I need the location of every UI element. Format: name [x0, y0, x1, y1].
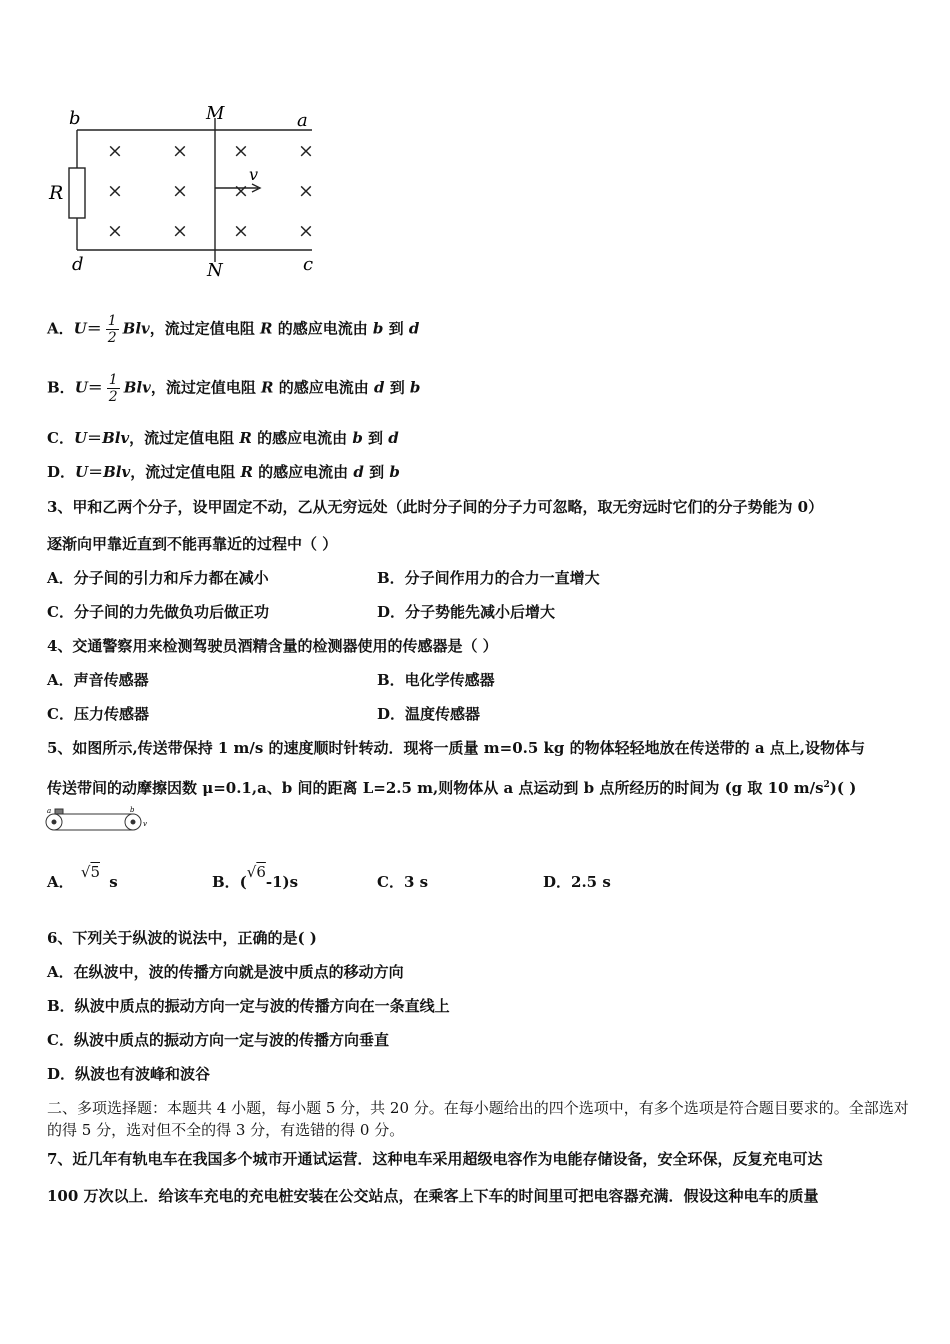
label-M: M	[206, 103, 225, 124]
q4-option-a: A．声音传感器	[47, 671, 149, 689]
belt-label-a: a	[47, 807, 52, 815]
q5-option-d: D．2.5 s	[543, 873, 611, 891]
q4-option-c: C．压力传感器	[47, 705, 149, 723]
field-cross: ×	[298, 140, 314, 162]
field-cross: ×	[233, 220, 249, 242]
q4-option-b: B．电化学传感器	[377, 671, 495, 689]
field-cross: ×	[233, 180, 249, 202]
q4-stem: 4、交通警察用来检测驾驶员酒精含量的检测器使用的传感器是（ ）	[47, 637, 498, 655]
field-cross: ×	[172, 220, 188, 242]
q3-option-d: D．分子势能先减小后增大	[377, 603, 556, 621]
q5-stem-line2: 传送带间的动摩擦因数 μ=0.1,a、b 间的距离 L=2.5 m,则物体从 a 点运动到 b 点所经历的时间为 (g 取 10 $m/s^2$)( )	[47, 779, 857, 797]
q3-option-c: C．分子间的力先做负功后做正功	[47, 603, 269, 621]
q6-option-a: A．在纵波中，波的传播方向就是波中质点的移动方向	[47, 963, 404, 981]
q7-stem-line1: 7、近几年有轨电车在我国多个城市开通试运营．这种电车采用超级电容作为电能存储设备，安全环保，反复充电可达	[47, 1150, 823, 1168]
q3-stem-line2: 逐渐向甲靠近直到不能再靠近的过程中（ ）	[47, 535, 338, 553]
conveyor-belt-figure	[44, 805, 154, 835]
label-c: c	[303, 254, 314, 275]
label-v: v	[249, 165, 259, 184]
q3-stem-line1: 3、甲和乙两个分子，设甲固定不动，乙从无穷远处（此时分子间的分子力可忽略，取无穷远时它们的分子势能为 0）	[47, 498, 824, 516]
field-cross: ×	[233, 140, 249, 162]
q5-stem-line1: 5、如图所示,传送带保持 1 m/s 的速度顺时针转动．现将一质量 m=0.5 kg 的物体轻轻地放在传送带的 a 点上,设物体与	[47, 739, 866, 757]
field-cross: ×	[298, 180, 314, 202]
section-multi-choice-heading: 二、多项选择题：本题共 4 小题，每小题 5 分，共 20 分。在每小题给出的四个选项中，有多个选项是符合题目要求的。全部选对的得 5 分，选对但不全的得 3 分，有选错的得 0 分。	[47, 1099, 909, 1139]
q4-option-d: D．温度传感器	[377, 705, 481, 723]
q5-option-a: A． √5 s	[47, 863, 118, 891]
q6-option-c: C．纵波中质点的振动方向一定与波的传播方向垂直	[47, 1031, 389, 1049]
q6-option-b: B．纵波中质点的振动方向一定与波的传播方向在一条直线上	[47, 997, 450, 1015]
field-cross: ×	[107, 180, 123, 202]
label-N: N	[207, 260, 223, 281]
field-cross: ×	[172, 140, 188, 162]
field-cross: ×	[107, 140, 123, 162]
field-cross: ×	[298, 220, 314, 242]
q6-option-d: D．纵波也有波峰和波谷	[47, 1065, 211, 1083]
q5-option-c: C．3 s	[377, 873, 429, 891]
label-R: R	[49, 182, 64, 204]
label-b: b	[69, 108, 81, 129]
q2-option-d: D．U＝Blv，流过定值电阻 R 的感应电流由 d 到 b	[47, 463, 400, 481]
belt-label-b: b	[130, 806, 135, 814]
q5-option-b: B．(√6-1)s	[212, 863, 299, 891]
q2-option-b: B．U＝ $\frac{1}{2}$ Blv，流过定值电阻 R 的感应电流由 d 到 b	[47, 372, 421, 405]
field-cross: ×	[107, 220, 123, 242]
label-d: d	[72, 254, 84, 275]
circuit-figure	[40, 100, 330, 285]
q3-option-b: B．分子间作用力的合力一直增大	[377, 569, 600, 587]
label-a: a	[297, 110, 308, 131]
q2-option-a: A．U＝ $\frac{1}{2}$ Blv，流过定值电阻 R 的感应电流由 b 到 d	[47, 313, 420, 346]
belt-label-v: v	[143, 820, 147, 828]
q2-option-c: C．U＝Blv，流过定值电阻 R 的感应电流由 b 到 d	[47, 429, 399, 447]
q3-option-a: A．分子间的引力和斥力都在减小	[47, 569, 269, 587]
field-cross: ×	[172, 180, 188, 202]
q6-stem: 6、下列关于纵波的说法中，正确的是( )	[47, 929, 317, 947]
q7-stem-line2: 100 万次以上．给该车充电的充电桩安装在公交站点，在乘客上下车的时间里可把电容器充满．假设这种电车的质量	[47, 1187, 819, 1205]
